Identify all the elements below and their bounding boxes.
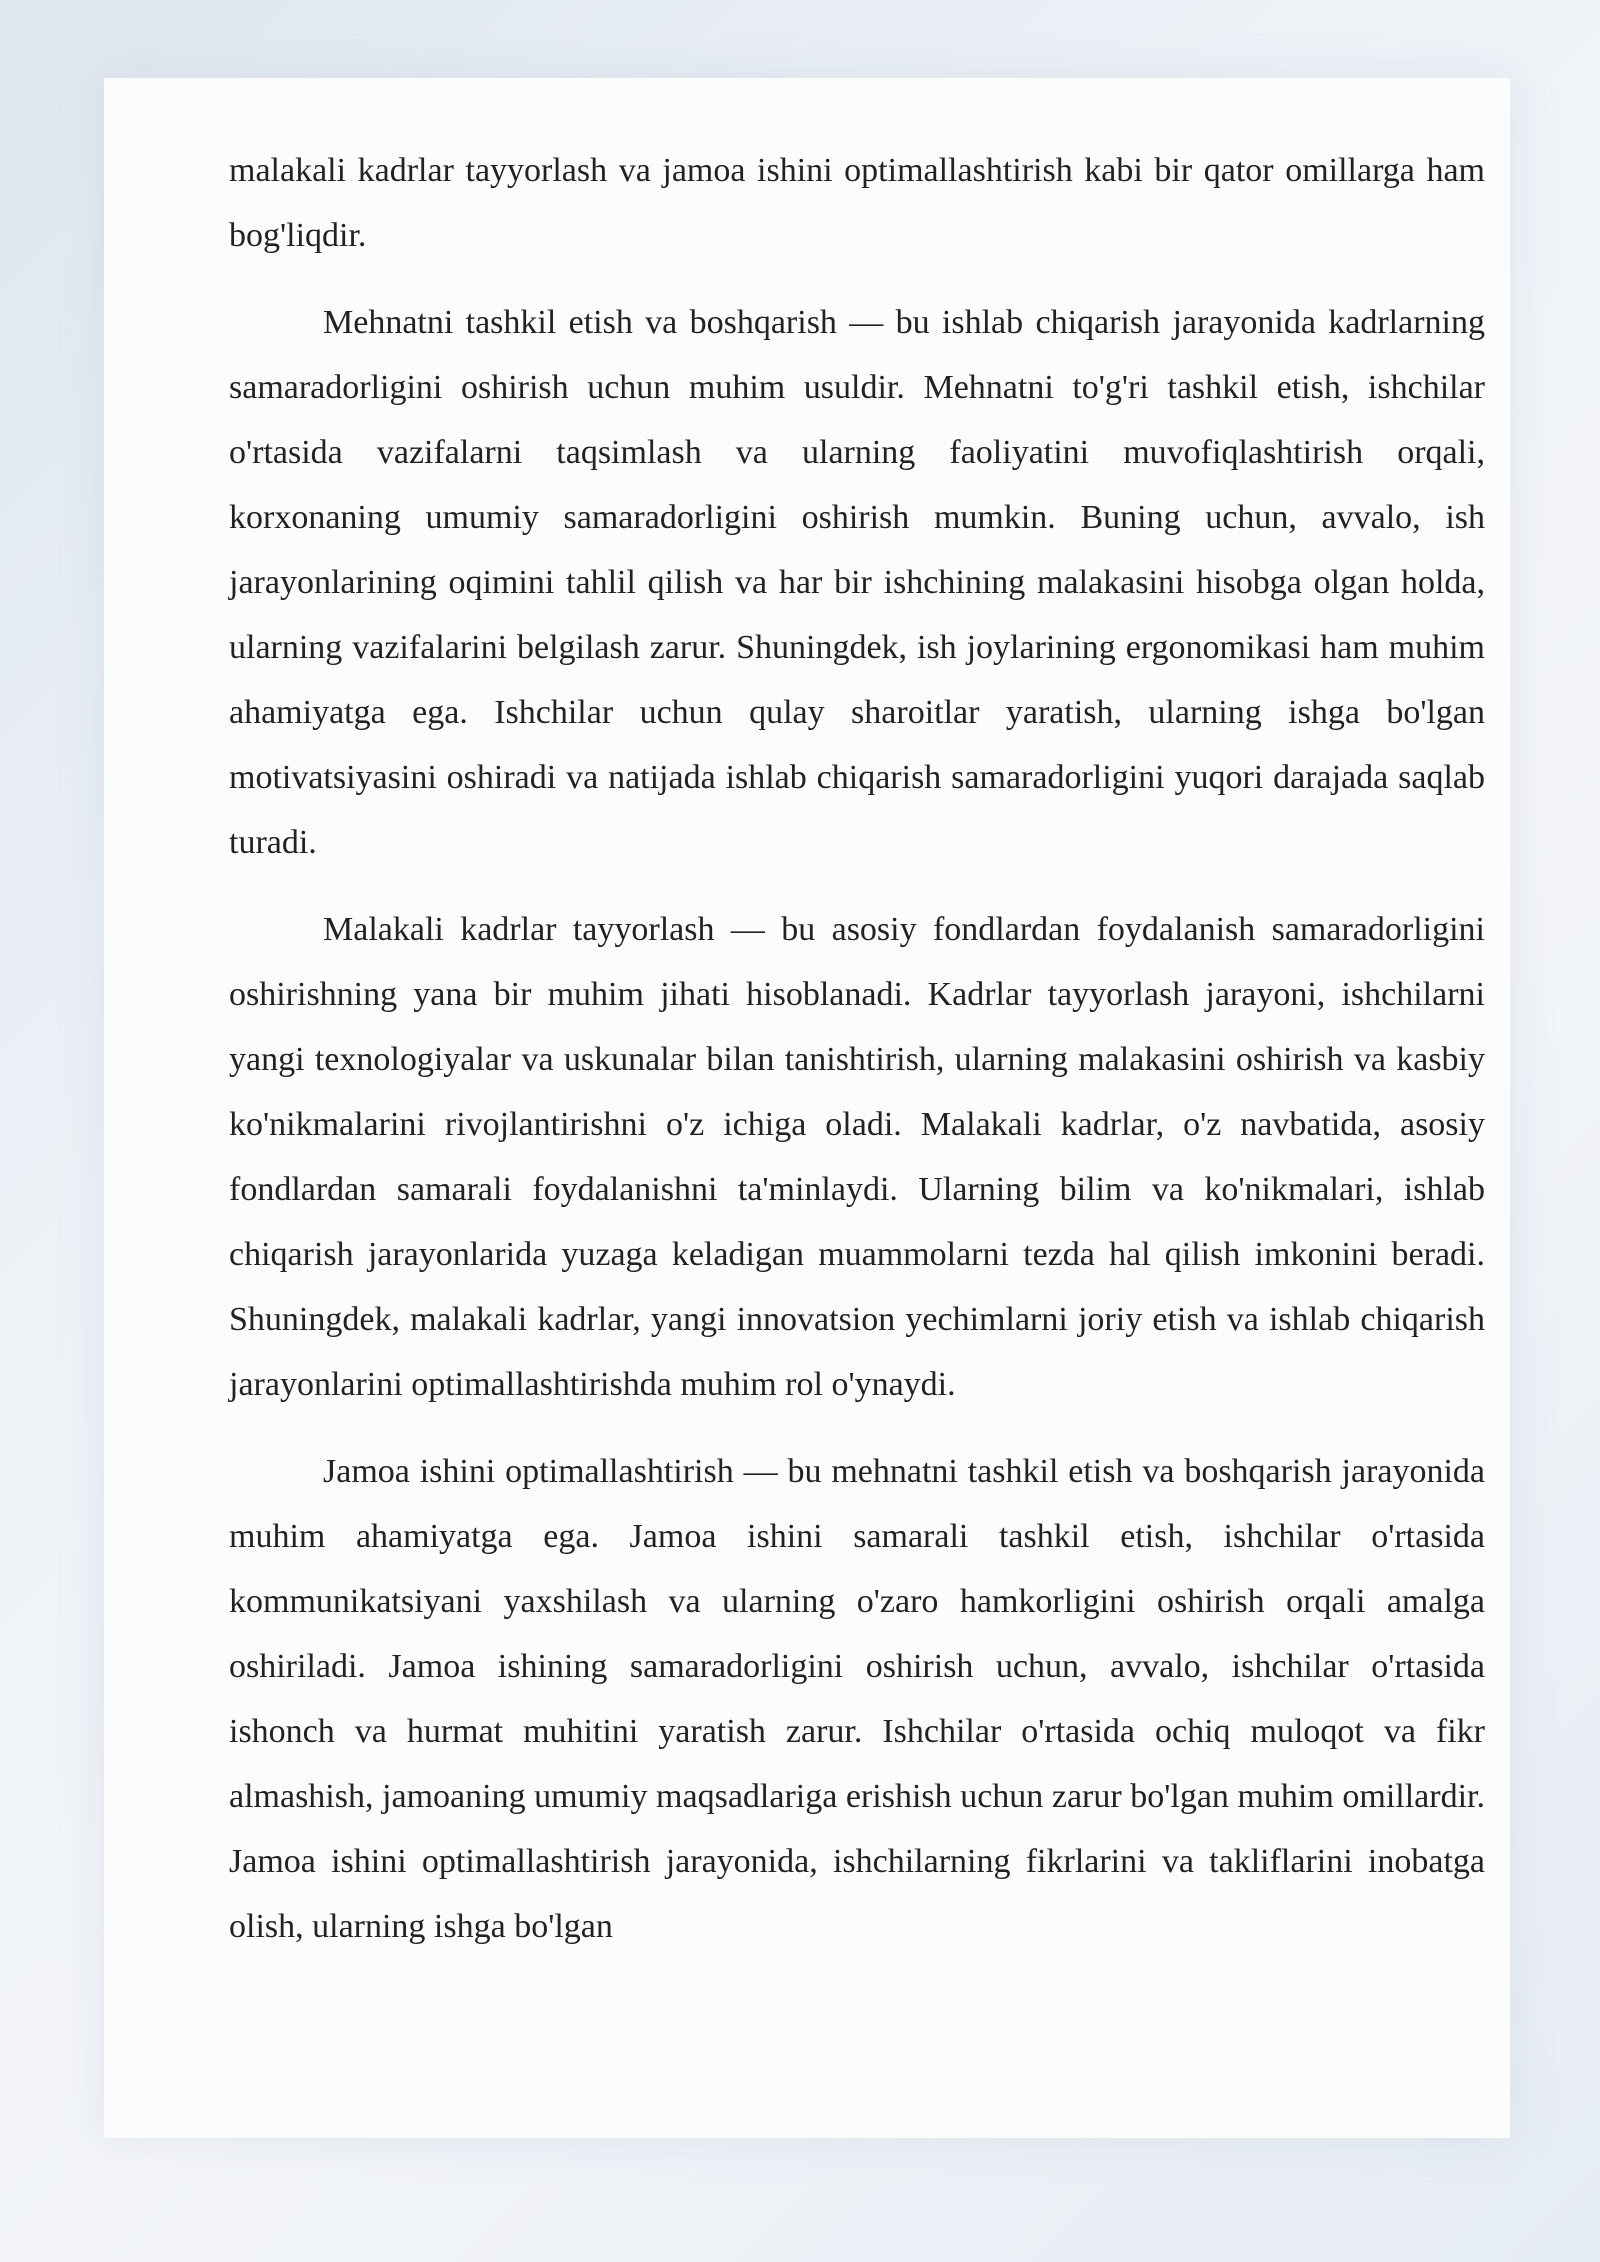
document-body [229,138,1485,1981]
document-page [104,78,1510,2138]
paragraph-continuation: malakali kadrlar tayyorlash va jamoa ishini optimallashtirish kabi bir qator omillarga ham bog'liqdir. [229,152,1485,254]
paragraph-teamwork-optimization: Jamoa ishini optimallashtirish — bu mehnatni tashkil etish va boshqarish jarayonida muhim ahamiyatga ega. Jamoa ishini samarali tashkil etish, ishchilar o'rtasida kommunikatsiyani yaxshilash va ularning o'zaro hamkorligini oshirish orqali amalga oshiriladi. Jamoa ishining samaradorligini oshirish uchun, avvalo, ishchilar o'rtasida ishonch va hurmat muhitini yaratish zarur. Ishchilar o'rtasida ochiq muloqot va fikr almashish, jamoaning umumiy maqsadlariga erishish uchun zarur bo'lgan muhim omillardir. Jamoa ishini optimallashtirish jarayonida, ishchilarning fikrlarini va takliflarini inobatga olish, ularning ishga bo'lgan [229,1453,1485,1945]
paragraph-skilled-personnel: Malakali kadrlar tayyorlash — bu asosiy fondlardan foydalanish samaradorligini oshirishning yana bir muhim jihati hisoblanadi. Kadrlar tayyorlash jarayoni, ishchilarni yangi texnologiyalar va uskunalar bilan tanishtirish, ularning malakasini oshirish va kasbiy ko'nikmalarini rivojlantirishni o'z ichiga oladi. Malakali kadrlar, o'z navbatida, asosiy fondlardan samarali foydalanishni ta'minlaydi. Ularning bilim va ko'nikmalari, ishlab chiqarish jarayonlarida yuzaga keladigan muammolarni tezda hal qilish imkonini beradi. Shuningdek, malakali kadrlar, yangi innovatsion yechimlarni joriy etish va ishlab chiqarish jarayonlarini optimallashtirishda muhim rol o'ynaydi. [229,911,1485,1403]
paragraph-labor-organization: Mehnatni tashkil etish va boshqarish — bu ishlab chiqarish jarayonida kadrlarning samaradorligini oshirish uchun muhim usuldir. Mehnatni to'g'ri tashkil etish, ishchilar o'rtasida vazifalarni taqsimlash va ularning faoliyatini muvofiqlashtirish orqali, korxonaning umumiy samaradorligini oshirish mumkin. Buning uchun, avvalo, ish jarayonlarining oqimini tahlil qilish va har bir ishchining malakasini hisobga olgan holda, ularning vazifalarini belgilash zarur. Shuningdek, ish joylarining ergonomikasi ham muhim ahamiyatga ega. Ishchilar uchun qulay sharoitlar yaratish, ularning ishga bo'lgan motivatsiyasini oshiradi va natijada ishlab chiqarish samaradorligini yuqori darajada saqlab turadi. [229,304,1485,861]
